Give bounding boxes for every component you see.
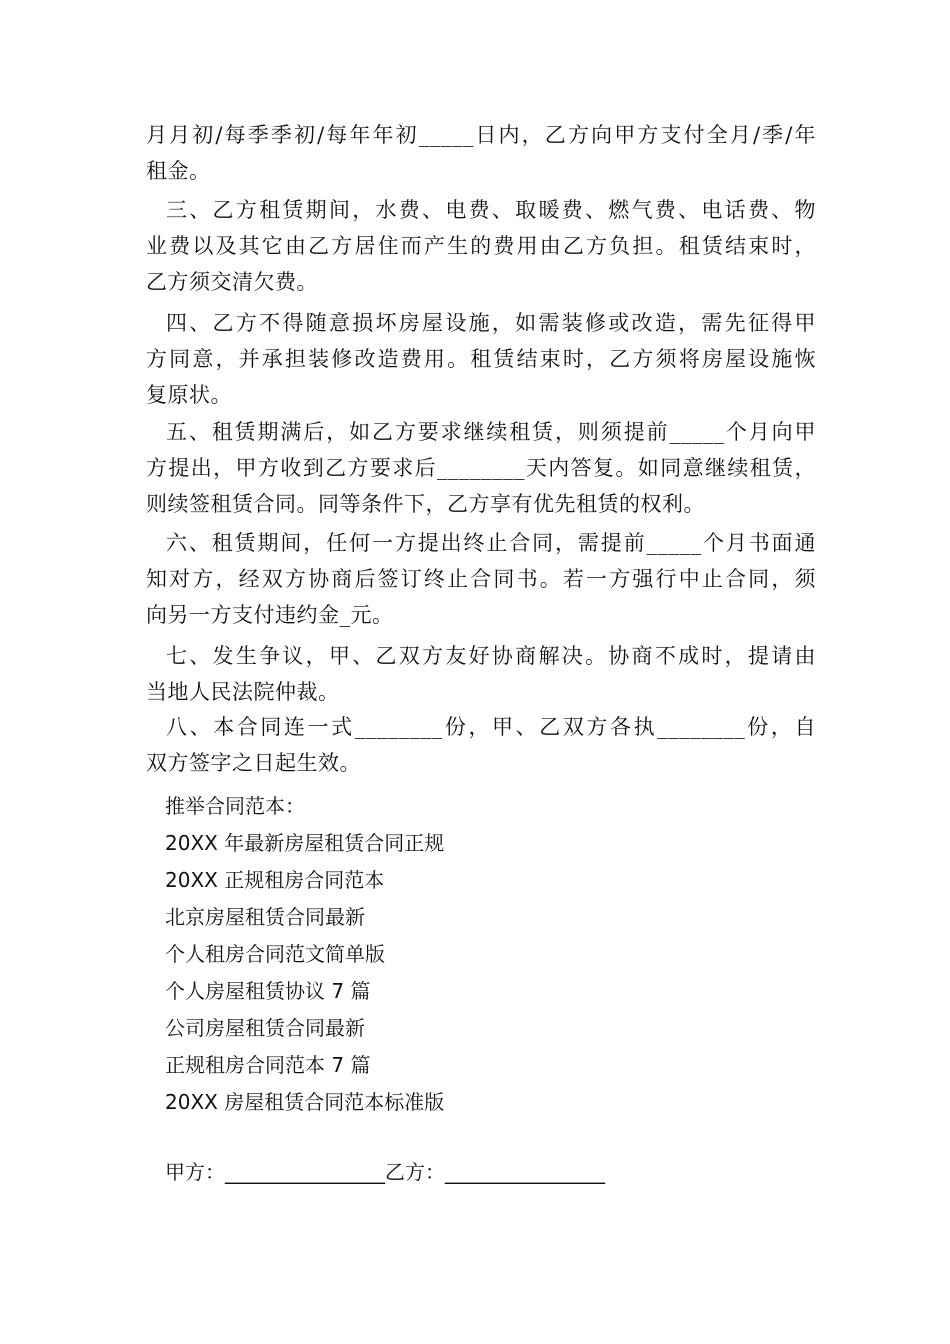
paragraph-line: 四、乙方不得随意损坏房屋设施，如需装修或改造，需先征得甲 bbox=[166, 311, 816, 335]
paragraph-line: 向另一方支付违约金_元。 bbox=[146, 603, 394, 627]
paragraph-line: 八、本合同连一式________份，甲、乙双方各执________份，自 bbox=[166, 715, 816, 739]
recommend-item: 个人房屋租赁协议 7 篇 bbox=[165, 979, 371, 1003]
recommend-list bbox=[165, 788, 444, 1121]
recommend-item: 正规租房合同范本 7 篇 bbox=[165, 1053, 371, 1077]
recommend-heading: 推举合同范本： bbox=[165, 794, 305, 818]
paragraph-clause-8 bbox=[146, 709, 816, 781]
paragraph-payment bbox=[146, 117, 816, 189]
paragraph-line: 业费以及其它由乙方居住而产生的费用由乙方负担。租赁结束时， bbox=[146, 234, 816, 258]
paragraph-clause-4 bbox=[146, 305, 816, 413]
paragraph-clause-3 bbox=[146, 192, 816, 300]
paragraph-line: 知对方，经双方协商后签订终止合同书。若一方强行中止合同，须 bbox=[146, 567, 816, 591]
recommend-item: 北京房屋租赁合同最新 bbox=[165, 905, 365, 929]
paragraph-clause-7 bbox=[146, 638, 816, 710]
recommend-item: 20XX 房屋租赁合同范本标准版 bbox=[165, 1090, 445, 1114]
recommend-item: 公司房屋租赁合同最新 bbox=[165, 1016, 365, 1040]
paragraph-line: 方提出，甲方收到乙方要求后________天内答复。如同意继续租赁， bbox=[146, 456, 816, 480]
paragraph-line: 则续签租赁合同。同等条件下，乙方享有优先租赁的权利。 bbox=[146, 492, 705, 516]
paragraph-clause-5 bbox=[146, 414, 816, 522]
paragraph-line: 方同意，并承担装修改造费用。租赁结束时，乙方须将房屋设施恢 bbox=[146, 347, 816, 371]
paragraph-line: 六、租赁期间，任何一方提出终止合同，需提前_____个月书面通 bbox=[166, 531, 816, 555]
paragraph-line: 五、租赁期满后，如乙方要求继续租赁，则须提前_____个月向甲 bbox=[166, 420, 816, 444]
paragraph-line: 七、发生争议，甲、乙双方友好协商解决。协商不成时，提请由 bbox=[166, 644, 816, 668]
paragraph-line: 月月初/每季季初/每年年初_____日内，乙方向甲方支付全月/季/年 bbox=[146, 123, 816, 147]
paragraph-line: 双方签字之日起生效。 bbox=[146, 751, 361, 775]
recommend-item: 个人租房合同范文简单版 bbox=[165, 942, 385, 966]
party-b-signature: 乙方：________________ bbox=[385, 1160, 605, 1184]
paragraph-line: 租金。 bbox=[146, 159, 211, 183]
paragraph-line: 复原状。 bbox=[146, 383, 232, 407]
paragraph-line: 三、乙方租赁期间，水费、电费、取暖费、燃气费、电话费、物 bbox=[166, 198, 816, 222]
paragraph-line: 乙方须交清欠费。 bbox=[146, 270, 318, 294]
party-a-signature: 甲方：________________ bbox=[165, 1160, 385, 1184]
recommend-item: 20XX 年最新房屋租赁合同正规 bbox=[165, 831, 445, 855]
recommend-item: 20XX 正规租房合同范本 bbox=[165, 868, 385, 892]
signature-row bbox=[165, 1156, 605, 1188]
paragraph-clause-6 bbox=[146, 525, 816, 633]
paragraph-line: 当地人民法院仲裁。 bbox=[146, 680, 340, 704]
